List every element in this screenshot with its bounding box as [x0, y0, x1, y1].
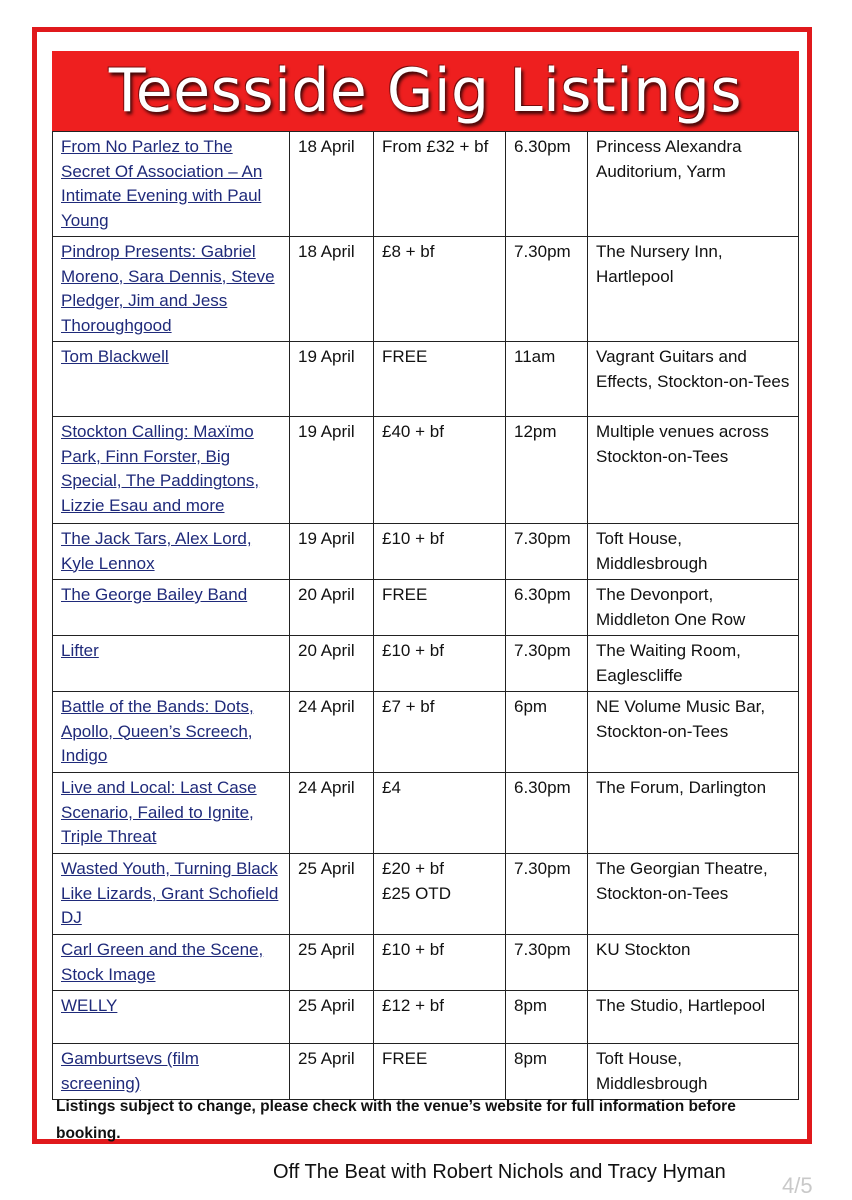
gig-act-cell	[53, 580, 290, 636]
gig-row	[53, 132, 799, 237]
gig-row	[53, 1044, 799, 1100]
gig-price	[374, 692, 506, 773]
gig-venue: Multiple venues across Stockton-on-Tees	[588, 417, 799, 524]
gig-row	[53, 692, 799, 773]
gig-act-link[interactable]: Battle of the Bands: Dots, Apollo, Queen’s Screech, Indigo	[61, 697, 254, 765]
column-credit: Off The Beat with Robert Nichols and Tracy Hyman	[273, 1161, 726, 1183]
gig-time: 7.30pm	[506, 636, 588, 692]
gig-price-line: £7 + bf	[382, 697, 435, 716]
gig-act-cell	[53, 991, 290, 1044]
gig-venue: The Forum, Darlington	[588, 773, 799, 854]
gig-price	[374, 773, 506, 854]
gig-act-link[interactable]: Carl Green and the Scene, Stock Image	[61, 940, 264, 984]
gig-act-link[interactable]: Tom Blackwell	[61, 347, 169, 366]
gig-venue: Princess Alexandra Auditorium, Yarm	[588, 132, 799, 237]
gig-act-link[interactable]: The George Bailey Band	[61, 585, 248, 604]
gig-listings-table	[52, 131, 799, 1100]
gig-date: 24 April	[290, 692, 374, 773]
gig-time: 8pm	[506, 991, 588, 1044]
gig-row	[53, 237, 799, 342]
gig-date: 19 April	[290, 417, 374, 524]
gig-row	[53, 524, 799, 580]
gig-price	[374, 417, 506, 524]
gig-time: 6.30pm	[506, 580, 588, 636]
gig-price-line: £25 OTD	[382, 883, 451, 903]
gig-price-line: FREE	[382, 585, 428, 604]
page-title: Teesside Gig Listings	[108, 56, 743, 126]
gig-time: 11am	[506, 342, 588, 417]
gig-time: 7.30pm	[506, 854, 588, 935]
gig-date: 19 April	[290, 524, 374, 580]
gig-date: 19 April	[290, 342, 374, 417]
gig-time: 8pm	[506, 1044, 588, 1100]
gig-date: 24 April	[290, 773, 374, 854]
gig-act-cell	[53, 237, 290, 342]
gig-price-line: £8 + bf	[382, 242, 435, 261]
gig-venue: Toft House, Middlesbrough	[588, 1044, 799, 1100]
gig-price-line: From £32 + bf	[382, 137, 489, 156]
listings-disclaimer: Listings subject to change, please check with the venue’s website for full information before booking.	[56, 1098, 736, 1142]
gig-row	[53, 342, 799, 417]
gig-row	[53, 773, 799, 854]
gig-date: 25 April	[290, 935, 374, 991]
gig-price	[374, 237, 506, 342]
gig-venue: The Georgian Theatre, Stockton-on-Tees	[588, 854, 799, 935]
gig-venue: Vagrant Guitars and Effects, Stockton-on-Tees	[588, 342, 799, 417]
gig-date: 25 April	[290, 991, 374, 1044]
gig-act-cell	[53, 342, 290, 417]
gig-act-link[interactable]: Live and Local: Last Case Scenario, Failed to Ignite, Triple Threat	[61, 778, 257, 846]
gig-price	[374, 935, 506, 991]
gig-act-cell	[53, 417, 290, 524]
gig-act-cell	[53, 1044, 290, 1100]
gig-date: 20 April	[290, 636, 374, 692]
gig-price-line: £4	[382, 778, 401, 797]
gig-act-cell	[53, 773, 290, 854]
gig-price-line: £10 + bf	[382, 641, 444, 660]
gig-act-link[interactable]: Gamburtsevs (film screening)	[61, 1049, 199, 1093]
gig-venue: The Nursery Inn, Hartlepool	[588, 237, 799, 342]
gig-row	[53, 991, 799, 1044]
gig-act-link[interactable]: From No Parlez to The Secret Of Association – An Intimate Evening with Paul Young	[61, 137, 263, 230]
gig-time: 7.30pm	[506, 935, 588, 991]
gig-price-line: £10 + bf	[382, 529, 444, 548]
gig-row	[53, 854, 799, 935]
gig-act-link[interactable]: Lifter	[61, 641, 99, 660]
gig-row	[53, 580, 799, 636]
gig-act-link[interactable]: Wasted Youth, Turning Black Like Lizards, Grant Schofield DJ	[61, 859, 279, 927]
page-number: 4/5	[782, 1173, 813, 1198]
gig-date: 18 April	[290, 237, 374, 342]
gig-price-line: FREE	[382, 347, 428, 366]
gig-act-cell	[53, 636, 290, 692]
gig-table-body	[53, 132, 799, 1100]
gig-act-link[interactable]: WELLY	[61, 996, 118, 1015]
gig-venue: NE Volume Music Bar, Stockton-on-Tees	[588, 692, 799, 773]
gig-date: 25 April	[290, 1044, 374, 1100]
gig-row	[53, 935, 799, 991]
gig-date: 20 April	[290, 580, 374, 636]
gig-price	[374, 636, 506, 692]
gig-price-line: FREE	[382, 1049, 428, 1068]
gig-act-link[interactable]: Stockton Calling: Maxïmo Park, Finn Forster, Big Special, The Paddingtons, Lizzie Esau and more	[61, 422, 260, 515]
gig-venue: The Waiting Room, Eaglescliffe	[588, 636, 799, 692]
gig-time: 6.30pm	[506, 773, 588, 854]
gig-act-cell	[53, 132, 290, 237]
gig-row	[53, 417, 799, 524]
gig-price	[374, 342, 506, 417]
gig-price	[374, 132, 506, 237]
gig-price-line: £10 + bf	[382, 940, 444, 959]
gig-venue: Toft House, Middlesbrough	[588, 524, 799, 580]
gig-price-line: £40 + bf	[382, 422, 444, 441]
gig-act-link[interactable]: Pindrop Presents: Gabriel Moreno, Sara Dennis, Steve Pledger, Jim and Jess Thoroughgood	[61, 242, 275, 335]
gig-time: 7.30pm	[506, 237, 588, 342]
gig-time: 12pm	[506, 417, 588, 524]
gig-time: 6pm	[506, 692, 588, 773]
gig-time: 6.30pm	[506, 132, 588, 237]
gig-row	[53, 636, 799, 692]
title-banner	[52, 51, 799, 131]
gig-date: 18 April	[290, 132, 374, 237]
gig-price	[374, 524, 506, 580]
gig-act-link[interactable]: The Jack Tars, Alex Lord, Kyle Lennox	[61, 529, 252, 573]
gig-price	[374, 1044, 506, 1100]
gig-act-cell	[53, 692, 290, 773]
gig-price	[374, 854, 506, 935]
gig-price-line: £20 + bf	[382, 859, 444, 878]
gig-act-cell	[53, 854, 290, 935]
gig-venue: KU Stockton	[588, 935, 799, 991]
gig-price	[374, 580, 506, 636]
gig-act-cell	[53, 524, 290, 580]
gig-act-cell	[53, 935, 290, 991]
gig-venue: The Studio, Hartlepool	[588, 991, 799, 1044]
gig-date: 25 April	[290, 854, 374, 935]
gig-time: 7.30pm	[506, 524, 588, 580]
gig-price	[374, 991, 506, 1044]
gig-price-line: £12 + bf	[382, 996, 444, 1015]
gig-venue: The Devonport, Middleton One Row	[588, 580, 799, 636]
